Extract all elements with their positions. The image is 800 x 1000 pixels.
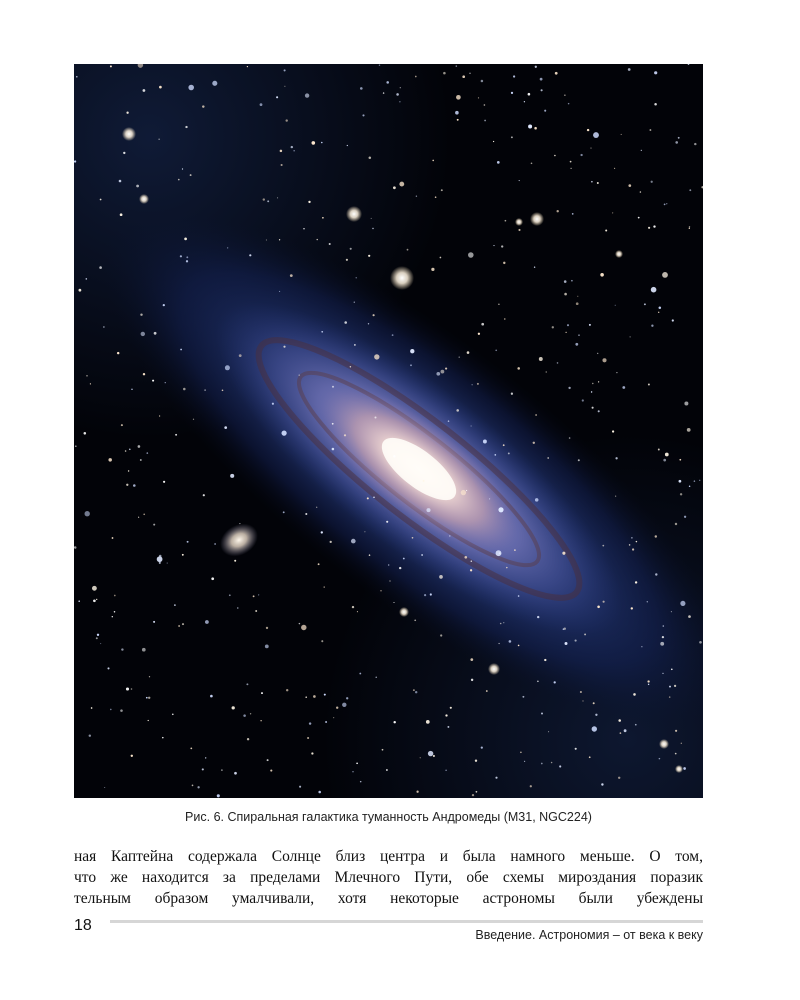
body-line: тельным образом умалчивали, хотя некоторые астрономы были убеждены [74,890,703,907]
galaxy-figure [74,64,703,798]
footer-rule [110,920,703,923]
body-line: ная Каптейна содержала Солнце близ центра и была намного меньше. О том, [74,848,703,865]
figure-caption: Рис. 6. Спиральная галактика туманность Андромеды (М31, NGC224) [185,810,592,824]
running-head: Введение. Астрономия – от века к веку [475,928,703,942]
body-line: что же находится за пределами Млечного Пути, обе схемы мироздания поразик [74,869,703,886]
andromeda-galaxy-image [74,64,703,798]
page-number: 18 [74,917,92,934]
body-text [74,846,703,909]
